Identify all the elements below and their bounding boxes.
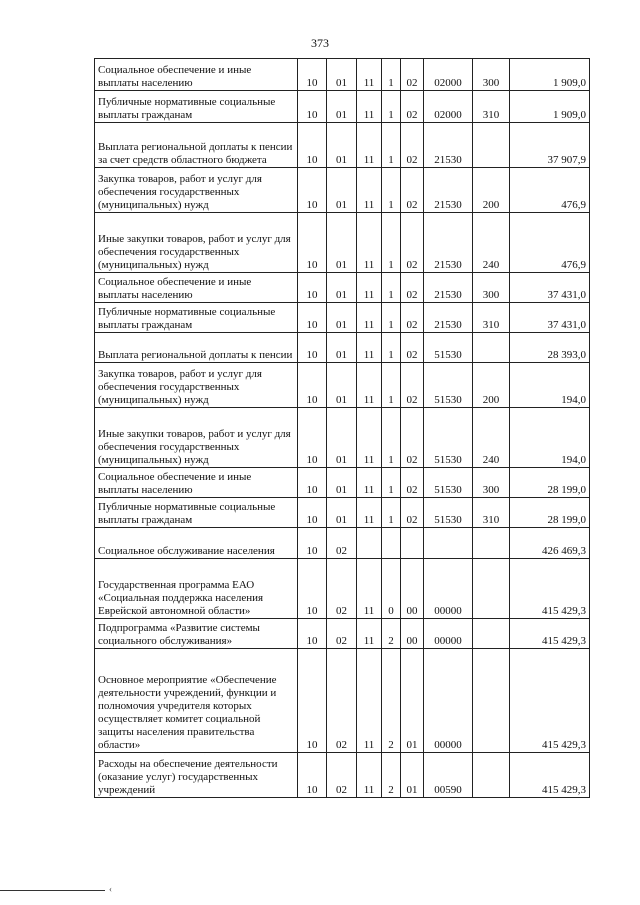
table-row [95,559,590,619]
row-name-cell [95,303,298,333]
program-code: 11 [357,91,382,123]
row-name-cell [95,91,298,123]
event-code: 02 [401,59,424,91]
row-name-cell [95,363,298,408]
section-code: 10 [298,303,327,333]
section-code: 10 [298,559,327,619]
direction-code: 21530 [424,213,473,273]
subprogram-code: 1 [382,333,401,363]
program-code: 11 [357,559,382,619]
row-name-cell [95,333,298,363]
row-name: Социальное обеспечение и иные выплаты населению [98,471,252,496]
program-code: 11 [357,468,382,498]
section-code: 10 [298,91,327,123]
amount-cell: 415 429,3 [510,619,590,649]
expense-type-code: 310 [473,303,510,333]
expense-type-code: 200 [473,363,510,408]
table-row [95,91,590,123]
direction-code: 21530 [424,303,473,333]
section-code: 10 [298,333,327,363]
table-row [95,753,590,798]
row-name-cell [95,168,298,213]
subprogram-code: 1 [382,408,401,468]
row-name: Выплата региональной доплаты к пенсии [98,349,293,361]
expense-type-code: 200 [473,168,510,213]
bottom-rule [0,890,105,891]
subprogram-code [382,528,401,559]
subprogram-code: 1 [382,59,401,91]
subsection-code: 01 [327,91,357,123]
row-name: Закупка товаров, работ и услуг для обеспечения государственных (муниципальных) нужд [98,368,262,406]
subprogram-code: 1 [382,363,401,408]
table-row [95,528,590,559]
event-code: 02 [401,168,424,213]
row-name: Публичные нормативные социальные выплаты гражданам [98,501,276,526]
expense-type-code: 300 [473,273,510,303]
subsection-code: 02 [327,559,357,619]
row-name: Закупка товаров, работ и услуг для обеспечения государственных (муниципальных) нужд [98,173,262,211]
program-code [357,528,382,559]
direction-code: 21530 [424,273,473,303]
section-code: 10 [298,619,327,649]
row-name-cell [95,498,298,528]
row-name: Социальное обеспечение и иные выплаты населению [98,276,252,301]
event-code: 02 [401,303,424,333]
table-row [95,468,590,498]
expense-type-code [473,528,510,559]
row-name: Социальное обслуживание населения [98,545,275,557]
subsection-code: 02 [327,753,357,798]
direction-code: 21530 [424,168,473,213]
table-row [95,619,590,649]
section-code: 10 [298,528,327,559]
event-code: 02 [401,91,424,123]
table-row [95,123,590,168]
table-row [95,333,590,363]
table-row [95,303,590,333]
scan-mark: ‹ [109,884,112,894]
table-row [95,213,590,273]
amount-cell: 415 429,3 [510,649,590,753]
subprogram-code: 1 [382,168,401,213]
amount-cell: 194,0 [510,408,590,468]
expense-type-code [473,559,510,619]
program-code: 11 [357,619,382,649]
subsection-code: 01 [327,59,357,91]
table-row [95,273,590,303]
direction-code: 51530 [424,333,473,363]
row-name-cell [95,59,298,91]
row-name: Расходы на обеспечение деятельности (оказание услуг) государственных учреждений [98,758,278,796]
table-body [95,59,590,798]
subprogram-code: 1 [382,213,401,273]
amount-cell: 37 907,9 [510,123,590,168]
subsection-code: 01 [327,273,357,303]
section-code: 10 [298,753,327,798]
subsection-code: 02 [327,528,357,559]
subprogram-code: 1 [382,498,401,528]
section-code: 10 [298,468,327,498]
row-name: Публичные нормативные социальные выплаты гражданам [98,306,276,331]
table-row [95,408,590,468]
amount-cell: 194,0 [510,363,590,408]
row-name-cell [95,559,298,619]
row-name-cell [95,213,298,273]
expense-type-code [473,753,510,798]
row-name: Подпрограмма «Развитие системы социального обслуживания» [98,622,260,647]
amount-cell: 28 199,0 [510,468,590,498]
direction-code: 02000 [424,91,473,123]
expense-type-code [473,333,510,363]
subsection-code: 01 [327,468,357,498]
event-code: 01 [401,649,424,753]
subprogram-code: 0 [382,559,401,619]
amount-cell: 1 909,0 [510,59,590,91]
amount-cell: 426 469,3 [510,528,590,559]
subsection-code: 01 [327,333,357,363]
row-name: Иные закупки товаров, работ и услуг для обеспечения государственных (муниципальных) нужд [98,233,291,271]
event-code: 02 [401,363,424,408]
program-code: 11 [357,123,382,168]
row-name: Иные закупки товаров, работ и услуг для обеспечения государственных (муниципальных) нужд [98,428,291,466]
subprogram-code: 1 [382,273,401,303]
amount-cell: 28 393,0 [510,333,590,363]
row-name-cell [95,123,298,168]
expense-type-code: 300 [473,59,510,91]
event-code: 02 [401,498,424,528]
row-name-cell [95,468,298,498]
program-code: 11 [357,333,382,363]
section-code: 10 [298,59,327,91]
expense-type-code: 240 [473,213,510,273]
row-name: Выплата региональной доплаты к пенсии за счет средств областного бюджета [98,141,293,166]
program-code: 11 [357,59,382,91]
event-code: 01 [401,753,424,798]
subsection-code: 01 [327,498,357,528]
row-name-cell [95,273,298,303]
expense-type-code [473,123,510,168]
event-code: 00 [401,559,424,619]
direction-code: 21530 [424,123,473,168]
row-name: Социальное обеспечение и иные выплаты населению [98,64,252,89]
section-code: 10 [298,649,327,753]
expense-type-code [473,619,510,649]
subprogram-code: 1 [382,468,401,498]
expense-type-code: 240 [473,408,510,468]
row-name: Государственная программа ЕАО «Социальная поддержка населения Еврейской автономной области» [98,579,264,617]
program-code: 11 [357,649,382,753]
event-code: 02 [401,213,424,273]
subsection-code: 01 [327,303,357,333]
row-name: Публичные нормативные социальные выплаты гражданам [98,96,276,121]
program-code: 11 [357,363,382,408]
section-code: 10 [298,213,327,273]
row-name: Основное мероприятие «Обеспечение деятельности учреждений, функции и полномочия учредителя которых осуществляет комитет социальной защиты населения правительства области» [98,674,277,751]
table-row [95,168,590,213]
amount-cell: 37 431,0 [510,303,590,333]
subsection-code: 01 [327,363,357,408]
program-code: 11 [357,213,382,273]
subprogram-code: 1 [382,123,401,168]
table-row [95,498,590,528]
event-code: 02 [401,123,424,168]
subprogram-code: 2 [382,619,401,649]
direction-code: 51530 [424,408,473,468]
subsection-code: 02 [327,649,357,753]
direction-code: 51530 [424,498,473,528]
amount-cell: 37 431,0 [510,273,590,303]
section-code: 10 [298,273,327,303]
expense-type-code [473,649,510,753]
subsection-code: 01 [327,168,357,213]
direction-code: 00000 [424,619,473,649]
section-code: 10 [298,363,327,408]
program-code: 11 [357,408,382,468]
amount-cell: 476,9 [510,213,590,273]
direction-code: 00000 [424,649,473,753]
subsection-code: 01 [327,123,357,168]
table-row [95,363,590,408]
amount-cell: 1 909,0 [510,91,590,123]
row-name-cell [95,619,298,649]
subsection-code: 01 [327,408,357,468]
row-name-cell [95,753,298,798]
program-code: 11 [357,273,382,303]
event-code: 02 [401,333,424,363]
amount-cell: 476,9 [510,168,590,213]
table-row [95,649,590,753]
subprogram-code: 2 [382,649,401,753]
subsection-code: 01 [327,213,357,273]
direction-code [424,528,473,559]
section-code: 10 [298,168,327,213]
event-code [401,528,424,559]
page-number: 373 [311,36,329,50]
section-code: 10 [298,123,327,168]
section-code: 10 [298,408,327,468]
program-code: 11 [357,498,382,528]
budget-table [94,58,590,798]
expense-type-code: 310 [473,498,510,528]
row-name-cell [95,528,298,559]
event-code: 00 [401,619,424,649]
table-row [95,59,590,91]
subsection-code: 02 [327,619,357,649]
direction-code: 02000 [424,59,473,91]
expense-type-code: 310 [473,91,510,123]
subprogram-code: 1 [382,91,401,123]
event-code: 02 [401,273,424,303]
subprogram-code: 1 [382,303,401,333]
direction-code: 51530 [424,468,473,498]
program-code: 11 [357,753,382,798]
amount-cell: 415 429,3 [510,559,590,619]
direction-code: 00590 [424,753,473,798]
event-code: 02 [401,408,424,468]
row-name-cell [95,408,298,468]
section-code: 10 [298,498,327,528]
program-code: 11 [357,168,382,213]
expense-type-code: 300 [473,468,510,498]
event-code: 02 [401,468,424,498]
direction-code: 00000 [424,559,473,619]
subprogram-code: 2 [382,753,401,798]
program-code: 11 [357,303,382,333]
direction-code: 51530 [424,363,473,408]
amount-cell: 28 199,0 [510,498,590,528]
row-name-cell [95,649,298,753]
amount-cell: 415 429,3 [510,753,590,798]
